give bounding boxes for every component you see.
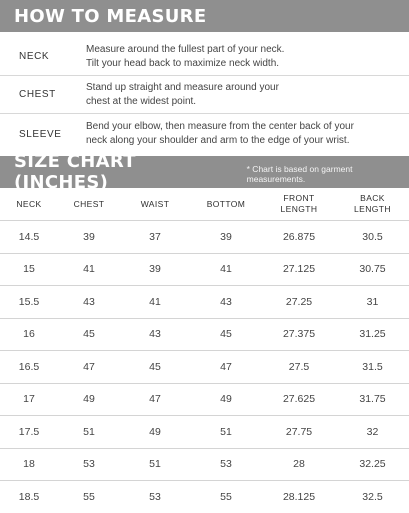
table-cell: 15 [23, 263, 35, 276]
table-cell: 15.5 [18, 295, 40, 308]
table-cell: 32.5 [362, 490, 383, 503]
table-row [0, 221, 409, 254]
table-cell: 27.375 [282, 328, 316, 341]
table-cell: 49 [149, 425, 161, 438]
column-header-back-length: BACK LENGTH [354, 193, 391, 214]
table-cell: 51 [83, 425, 95, 438]
measure-description [86, 120, 409, 148]
size-chart-title: SIZE CHART (INCHES) [14, 151, 136, 193]
measure-description-line: neck along your shoulder and arm to the edge of your wrist. [86, 135, 350, 146]
table-cell: 45 [220, 328, 232, 341]
measure-description-line: chest at the widest point. [86, 95, 197, 107]
table-cell: 49 [220, 393, 232, 406]
table-cell: 14.5 [18, 230, 40, 243]
table-cell: 41 [220, 263, 232, 276]
table-cell: 27.75 [285, 425, 313, 438]
table-row [0, 448, 409, 481]
table-cell: 47 [220, 360, 232, 373]
table-row [0, 481, 409, 513]
table-cell: 39 [83, 230, 95, 243]
table-cell: 43 [149, 328, 161, 341]
table-cell: 47 [83, 360, 95, 373]
measure-description-line: Stand up straight and measure around your [86, 81, 279, 93]
table-cell: 27.5 [288, 360, 310, 373]
table-row [0, 318, 409, 351]
table-cell: 27.25 [285, 295, 313, 308]
table-cell: 37 [149, 230, 161, 243]
table-row [0, 383, 409, 416]
table-header-row [0, 188, 409, 221]
table-cell: 55 [220, 490, 232, 503]
table-cell: 53 [149, 490, 161, 503]
table-row [0, 286, 409, 319]
table-cell: 18.5 [18, 490, 40, 503]
table-cell: 30.75 [359, 263, 386, 276]
measure-description [86, 43, 409, 71]
table-cell: 47 [149, 393, 161, 406]
table-cell: 49 [83, 393, 95, 406]
table-cell: 43 [220, 295, 232, 308]
table-cell: 16.5 [18, 360, 40, 373]
table-cell: 26.875 [282, 230, 316, 243]
table-row [0, 253, 409, 286]
table-cell: 41 [83, 263, 95, 276]
size-chart-header [0, 151, 409, 193]
column-header-neck: NECK [16, 198, 42, 209]
table-body [0, 221, 409, 513]
measure-label: SLEEVE [19, 128, 62, 140]
how-to-measure-header [0, 0, 409, 32]
table-cell: 31.75 [359, 393, 386, 406]
table-cell: 30.5 [362, 230, 383, 243]
table-cell: 28.125 [282, 490, 316, 503]
table-cell: 17 [23, 393, 35, 406]
measure-row-chest [0, 76, 409, 114]
measure-description-line: Tilt your head back to maximize neck width. [86, 57, 280, 69]
table-cell: 28 [293, 458, 305, 471]
table-cell: 31.5 [362, 360, 383, 373]
table-cell: 17.5 [18, 425, 40, 438]
column-header-front-length: FRONT LENGTH [280, 193, 318, 214]
table-cell: 55 [83, 490, 95, 503]
table-cell: 53 [220, 458, 232, 471]
measure-label: CHEST [19, 89, 56, 100]
table-cell: 16 [23, 328, 35, 341]
how-to-measure-title: HOW TO MEASURE [14, 5, 207, 27]
table-cell: 51 [149, 458, 161, 471]
table-cell: 45 [83, 328, 95, 341]
size-chart-note: * Chart is based on garment measurements. [246, 163, 353, 184]
measure-instructions [0, 32, 409, 154]
table-cell: 32 [366, 425, 379, 438]
column-header-waist: WAIST [140, 198, 170, 209]
table-cell: 27.125 [282, 263, 316, 276]
table-cell: 51 [220, 425, 232, 438]
table-cell: 32.25 [359, 458, 386, 471]
size-chart-table [0, 188, 409, 513]
measure-row-sleeve [0, 114, 409, 154]
table-row [0, 416, 409, 449]
table-cell: 27.625 [282, 393, 316, 406]
table-cell: 45 [149, 360, 161, 373]
column-header-bottom: BOTTOM [206, 198, 246, 209]
table-cell: 18 [23, 458, 35, 471]
measure-description-line: Bend your elbow, then measure from the center back of your [86, 121, 354, 132]
table-cell: 31 [366, 295, 379, 308]
measure-description [86, 81, 409, 109]
table-cell: 39 [220, 230, 232, 243]
table-cell: 31.25 [359, 328, 386, 341]
table-cell: 39 [149, 263, 161, 276]
table-cell: 41 [149, 295, 161, 308]
table-cell: 43 [83, 295, 95, 308]
column-header-chest: CHEST [73, 198, 105, 209]
table-cell: 53 [83, 458, 95, 471]
measure-description-line: Measure around the fullest part of your neck. [86, 43, 285, 55]
table-row [0, 351, 409, 384]
measure-row-neck [0, 38, 409, 76]
measure-label: NECK [19, 51, 50, 62]
